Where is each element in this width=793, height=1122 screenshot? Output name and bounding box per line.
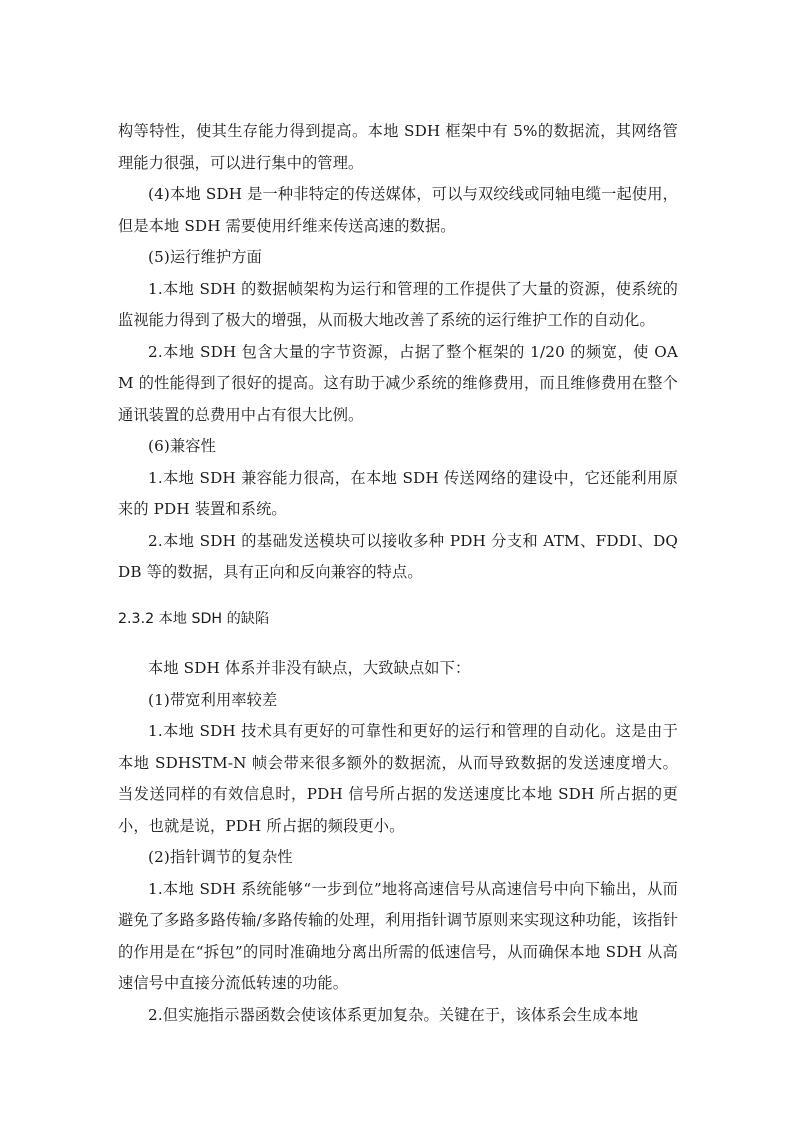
subheading-operation-maintenance: (5)运行维护方面 [148,248,262,266]
paragraph-pointer-point-2: 2.但实施指示器函数会使该体系更加复杂。关键在于，该体系会生成本地 [148,1005,639,1024]
paragraph-bandwidth-point-1: 1.本地 SDH 技术具有更好的可靠性和更好的运行和管理的自动化。这是由于本地 SDHSTM-N 帧会带来很多额外的数据流，从而导致数据的发送速度增大。当发送同样的有效信息时，PDH 信号所占据的发送速度比本地 SDH 所占据的更小，也就是说，PDH 所占据的频段更小。 [118,722,678,835]
document-body [118,116,678,1031]
section-heading: 2.3.2 本地 SDH 的缺陷 [118,610,270,627]
paragraph-compat-point-1: 1.本地 SDH 兼容能力很高，在本地 SDH 传送网络的建设中，它还能利用原来的 PDH 装置和系统。 [118,468,678,518]
subheading-compatibility: (6)兼容性 [148,437,216,455]
paragraph-om-point-2: 2.本地 SDH 包含大量的字节资源，占据了整个框架的 1/20 的频宽，使 OAM 的性能得到了很好的提高。这有助于减少系统的维修费用，而且维修费用在整个通讯装置的总费用中占有很大比例。 [118,342,678,424]
paragraph-item-4: (4)本地 SDH 是一种非特定的传送媒体，可以与双绞线或同轴电缆一起使用，但是本地 SDH 需要使用纤维来传送高速的数据。 [118,185,678,235]
paragraph-intro-defects: 本地 SDH 体系并非没有缺点，大致缺点如下： [148,659,471,677]
subheading-bandwidth: (1)带宽利用率较差 [148,690,278,709]
paragraph-continuation: 构等特性，使其生存能力得到提高。本地 SDH 框架中有 5%的数据流，其网络管理能力很强，可以进行集中的管理。 [118,122,678,172]
paragraph-om-point-1: 1.本地 SDH 的数据帧架构为运行和管理的工作提供了大量的资源，使系统的监视能力得到了极大的增强，从而极大地改善了系统的运行维护工作的自动化。 [118,279,678,329]
subheading-pointer-adjustment: (2)指针调节的复杂性 [148,848,293,866]
spacer [118,635,678,653]
paragraph-pointer-point-1: 1.本地 SDH 系统能够“一步到位”地将高速信号从高速信号中向下输出，从而避免了多路多路传输/多路传输的处理，利用指针调节原则来实现这种功能，该指针的作用是在“拆包”的同时准确地分离出所需的低速信号，从而确保本地 SDH 从高速信号中直接分流低转速的功能。 [118,879,678,992]
paragraph-compat-point-2: 2.本地 SDH 的基础发送模块可以接收多种 PDH 分支和 ATM、FDDI、DQDB 等的数据，具有正向和反向兼容的特点。 [118,531,678,581]
spacer [118,589,678,604]
